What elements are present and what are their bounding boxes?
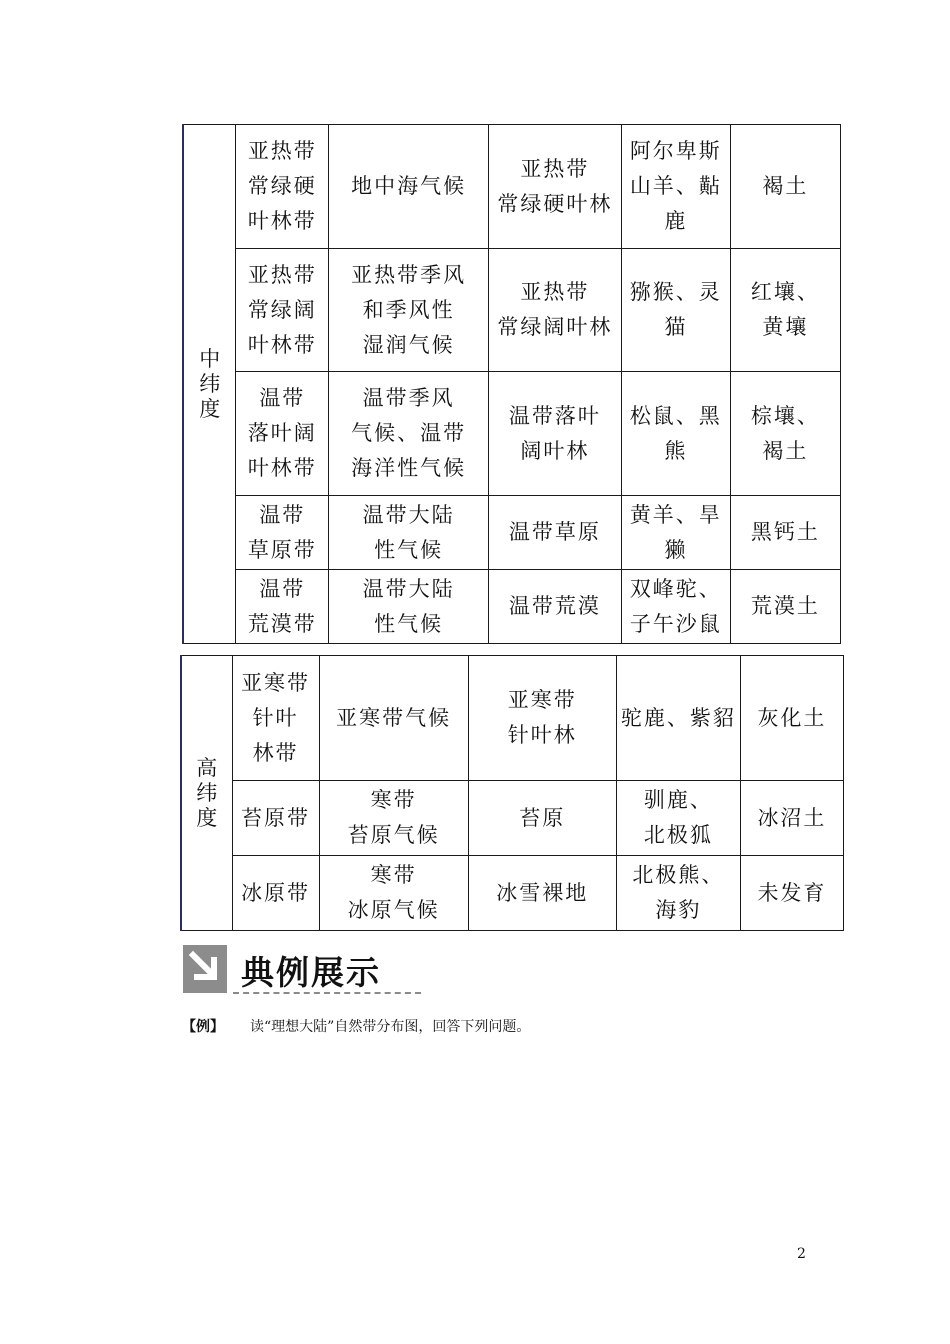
table-row [181, 781, 844, 856]
soil-cell: 冰沼土 [740, 781, 843, 856]
zone-cell: 苔原带 [232, 781, 319, 856]
zone-cell: 温带 荒漠带 [236, 570, 329, 644]
animals-cell: 驼鹿、紫貂 [616, 656, 740, 781]
vegetation-cell: 亚寒带 针叶林 [468, 656, 616, 781]
table-row [181, 856, 844, 931]
high-latitude-table [180, 655, 844, 931]
mid-latitude-table [182, 124, 841, 644]
vegetation-cell: 苔原 [468, 781, 616, 856]
soil-cell: 未发育 [740, 856, 843, 931]
table-row [183, 372, 841, 496]
soil-cell: 灰化土 [740, 656, 843, 781]
animals-cell: 北极熊、 海豹 [616, 856, 740, 931]
animals-cell: 猕猴、灵猫 [621, 249, 730, 372]
table-row [183, 496, 841, 570]
table-row [183, 249, 841, 372]
zone-cell: 温带 落叶阔 叶林带 [236, 372, 329, 496]
animals-cell: 黄羊、旱獭 [621, 496, 730, 570]
arrow-down-right-icon [183, 945, 227, 993]
latitude-label: 高纬度 [181, 656, 232, 931]
vegetation-cell: 温带落叶 阔叶林 [489, 372, 622, 496]
vegetation-cell: 亚热带 常绿硬叶林 [489, 125, 622, 249]
zone-cell: 亚热带 常绿阔 叶林带 [236, 249, 329, 372]
vegetation-cell: 温带草原 [489, 496, 622, 570]
table-row [183, 570, 841, 644]
zone-cell: 冰原带 [232, 856, 319, 931]
table-row [183, 125, 841, 249]
climate-cell: 温带大陆 性气候 [329, 496, 489, 570]
soil-cell: 褐土 [730, 125, 840, 249]
vegetation-cell: 冰雪裸地 [468, 856, 616, 931]
climate-cell: 寒带 苔原气候 [319, 781, 468, 856]
vegetation-cell: 亚热带 常绿阔叶林 [489, 249, 622, 372]
soil-cell: 红壤、 黄壤 [730, 249, 840, 372]
animals-cell: 双峰驼、 子午沙鼠 [621, 570, 730, 644]
soil-cell: 棕壤、 褐土 [730, 372, 840, 496]
animals-cell: 阿尔卑斯 山羊、黇鹿 [621, 125, 730, 249]
section-title: 典例展示 [241, 953, 381, 992]
example-text: 读“理想大陆”自然带分布图，回答下列问题。 [250, 1019, 531, 1035]
zone-cell: 亚寒带 针叶 林带 [232, 656, 319, 781]
latitude-label: 中纬度 [183, 125, 236, 644]
zone-cell: 亚热带 常绿硬 叶林带 [236, 125, 329, 249]
soil-cell: 黑钙土 [730, 496, 840, 570]
table-row [181, 656, 844, 781]
example-line [182, 1016, 530, 1036]
climate-cell: 温带季风 气候、温带 海洋性气候 [329, 372, 489, 496]
animals-cell: 松鼠、黑熊 [621, 372, 730, 496]
climate-cell: 亚热带季风 和季风性 湿润气候 [329, 249, 489, 372]
climate-cell: 寒带 冰原气候 [319, 856, 468, 931]
vegetation-cell: 温带荒漠 [489, 570, 622, 644]
section-banner [183, 942, 421, 997]
page-number: 2 [797, 1246, 806, 1262]
soil-cell: 荒漠土 [730, 570, 840, 644]
climate-cell: 亚寒带气候 [319, 656, 468, 781]
example-tag: 【例】 [182, 1019, 224, 1035]
climate-cell: 温带大陆 性气候 [329, 570, 489, 644]
dashed-divider [233, 992, 421, 994]
zone-cell: 温带 草原带 [236, 496, 329, 570]
animals-cell: 驯鹿、 北极狐 [616, 781, 740, 856]
climate-cell: 地中海气候 [329, 125, 489, 249]
